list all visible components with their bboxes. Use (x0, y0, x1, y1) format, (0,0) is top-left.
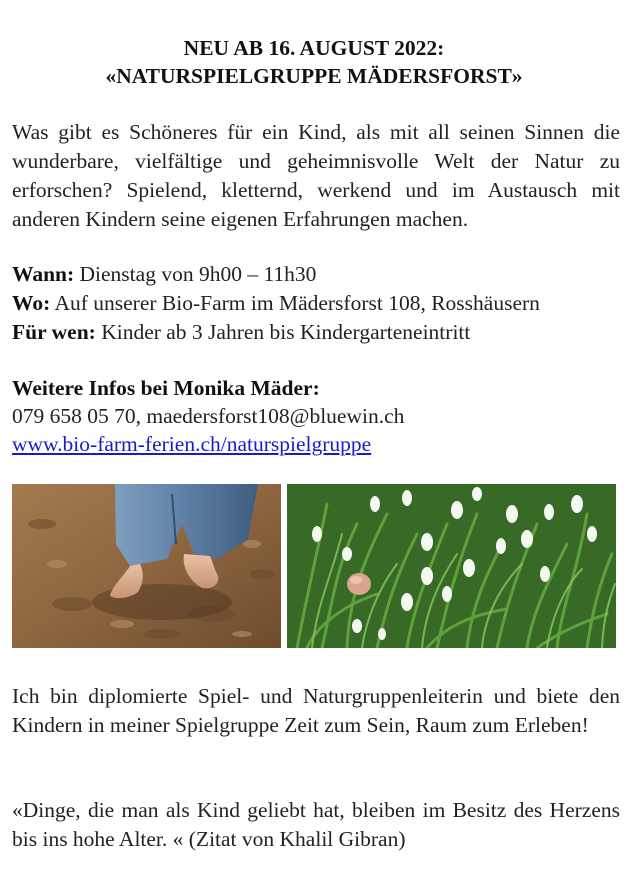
about-paragraph: Ich bin diplomierte Spiel- und Naturgruppenleiterin und biete den Kindern in meiner Spielgruppe Zeit zum Sein, Raum zum Erleben! (12, 684, 620, 737)
info-fuer-wen (12, 318, 622, 347)
website-link[interactable]: www.bio-farm-ferien.ch/naturspielgruppe (12, 432, 372, 456)
wann-label: Wann: (12, 262, 75, 286)
info-wo (12, 289, 622, 318)
title-line-1: NEU AB 16. AUGUST 2022: (183, 36, 445, 60)
info-wann (12, 260, 622, 289)
wann-value: Dienstag von 9h00 – 11h30 (74, 262, 317, 286)
title-line-2: «NATURSPIELGRUPPE MÄDERSFORST» (105, 64, 523, 88)
website-link-row (12, 430, 622, 459)
snowdrops-photo (287, 484, 616, 648)
fuer-value: Kinder ab 3 Jahren bis Kindergarteneintritt (101, 320, 471, 344)
contact-details: 079 658 05 70, maedersforst108@bluewin.ch (12, 404, 405, 428)
intro-paragraph: Was gibt es Schöneres für ein Kind, als mit all seinen Sinnen die wunderbare, vielfältige und geheimnisvolle Welt der Natur zu erforschen? Spielend, kletternd, werkend und im Austausch mit anderen Kindern seine eigenen Erfahrungen machen. (12, 120, 620, 231)
fuer-label: Für wen: (12, 320, 96, 344)
quote-paragraph: «Dinge, die man als Kind geliebt hat, bleiben im Besitz des Herzens bis ins hohe Alter. « (Zitat von Khalil Gibran) (12, 798, 620, 851)
wo-label: Wo: (12, 291, 51, 315)
contact-heading: Weitere Infos bei Monika Mäder: (12, 376, 320, 400)
wo-value: Auf unserer Bio-Farm im Mädersforst 108, Rosshäusern (54, 291, 540, 315)
child-barefoot-photo (12, 484, 281, 648)
flyer-title (0, 34, 628, 90)
